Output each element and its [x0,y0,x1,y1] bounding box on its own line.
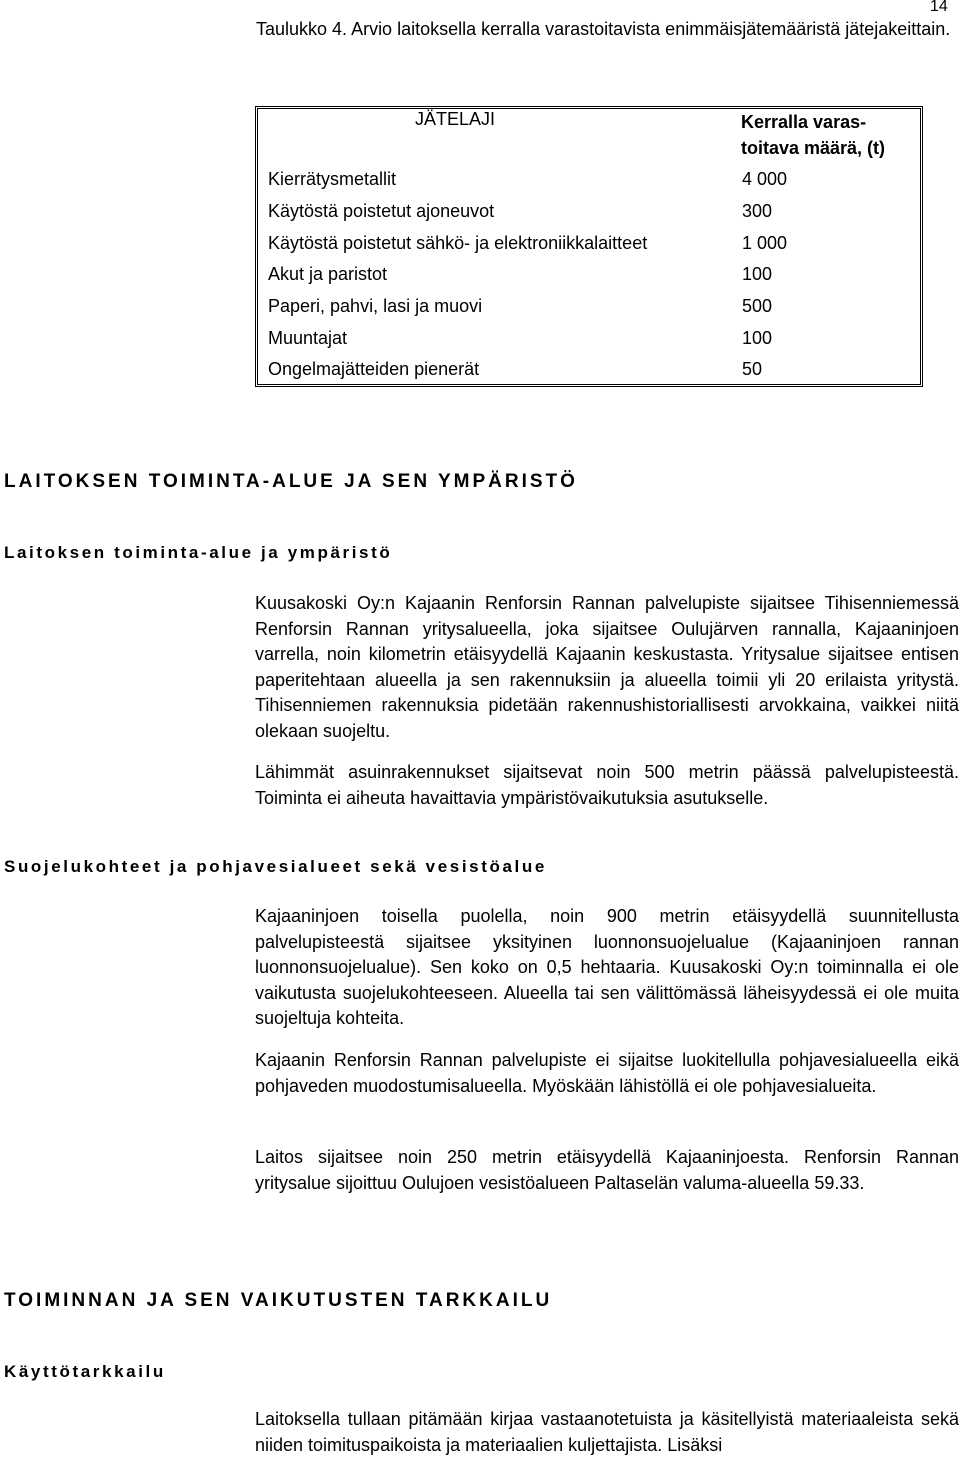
table-header-type: JÄTELAJI [415,109,496,129]
paragraph: Kuusakoski Oy:n Kajaanin Renforsin Rannan palvelupiste sijaitsee Tihisenniemessä Renforsin Rannan yritysalueella, joka sijaitsee Oulujärven rannalla, Kajaaninjoen varrella, noin kilometrin etäisyydellä Kajaanin keskustasta. Yritysalue sijaitsee entisen paperitehtaan alueella ja sen rakennuksiin ja alueella toimii yli 20 erilaista yritystä. Tihisenniemen rakennuksia pidetään rakennushistoriallisesti arvokkaina, vaikkei niitä olekaan suojeltu. [255,593,959,741]
table-row-amount: 4 000 [742,169,788,189]
table-row-type: Ongelmajätteiden pienerät [268,359,480,379]
table-row-type: Muuntajat [268,328,348,348]
table-header-amount: Kerralla varas- toitava määrä, (t) [741,112,886,158]
paragraph: Lähimmät asuinrakennukset sijaitsevat noin 500 metrin päässä palvelupisteestä. Toiminta ei aiheuta havaittavia ympäristövaikutuksia asutukselle. [255,762,959,808]
table-row-amount: 50 [742,359,763,379]
paragraph: Laitos sijaitsee noin 250 metrin etäisyydellä Kajaaninjoesta. Renforsin Rannan yritysalue sijoittuu Oulujoen vesistöalueen Paltaselän valuma-alueella 59.33. [255,1147,959,1193]
table-row-type: Akut ja paristot [268,264,388,284]
table-row-amount: 100 [742,264,773,284]
subsection-heading: Suojelukohteet ja pohjavesialueet sekä vesistöalue [4,857,547,876]
table-row-type: Paperi, pahvi, lasi ja muovi [268,296,483,316]
paragraph: Kajaaninjoen toisella puolella, noin 900 metrin etäisyydellä suunnitellusta palvelupisteestä sijaitsee yksityinen luonnonsuojelualue (Kajaaninjoen rannan luonnonsuojelualue). Sen koko on 0,5 hehtaaria. Kuusakoski Oy:n toiminnalla ei ole vaikutusta suojelukohteeseen. Alueella tai sen välittömässä läheisyydessä ei ole muita suojeltuja kohteita. [255,906,959,1028]
subsection-heading: Käyttötarkkailu [4,1362,166,1381]
table-row-amount: 100 [742,328,773,348]
table-row-type: Käytöstä poistetut sähkö- ja elektroniikkalaitteet [268,233,648,253]
section-heading: TOIMINNAN JA SEN VAIKUTUSTEN TARKKAILU [4,1290,553,1311]
page-number: 14 [930,0,948,15]
table-row-amount: 1 000 [742,233,788,253]
table-row-amount: 500 [742,296,773,316]
table-row-type: Kierrätysmetallit [268,169,397,189]
paragraph: Laitoksella tullaan pitämään kirjaa vastaanotetuista ja käsitellyistä materiaaleista sekä niiden toimituspaikoista ja materiaalien kuljettajista. Lisäksi [255,1409,959,1455]
table-row-type: Käytöstä poistetut ajoneuvot [268,201,495,221]
table-row-amount: 300 [742,201,773,221]
section-heading: LAITOKSEN TOIMINTA-ALUE JA SEN YMPÄRISTÖ [4,471,578,492]
subsection-heading: Laitoksen toiminta-alue ja ympäristö [4,543,393,562]
paragraph: Kajaanin Renforsin Rannan palvelupiste ei sijaitse luokitellulla pohjavesialueella eikä pohjaveden muodostumisalueella. Myöskään lähistöllä ei ole pohjavesialueita. [255,1050,959,1096]
table-caption: Taulukko 4. Arvio laitoksella kerralla varastoitavista enimmäisjätemääristä jätejakeittain. [256,19,951,39]
